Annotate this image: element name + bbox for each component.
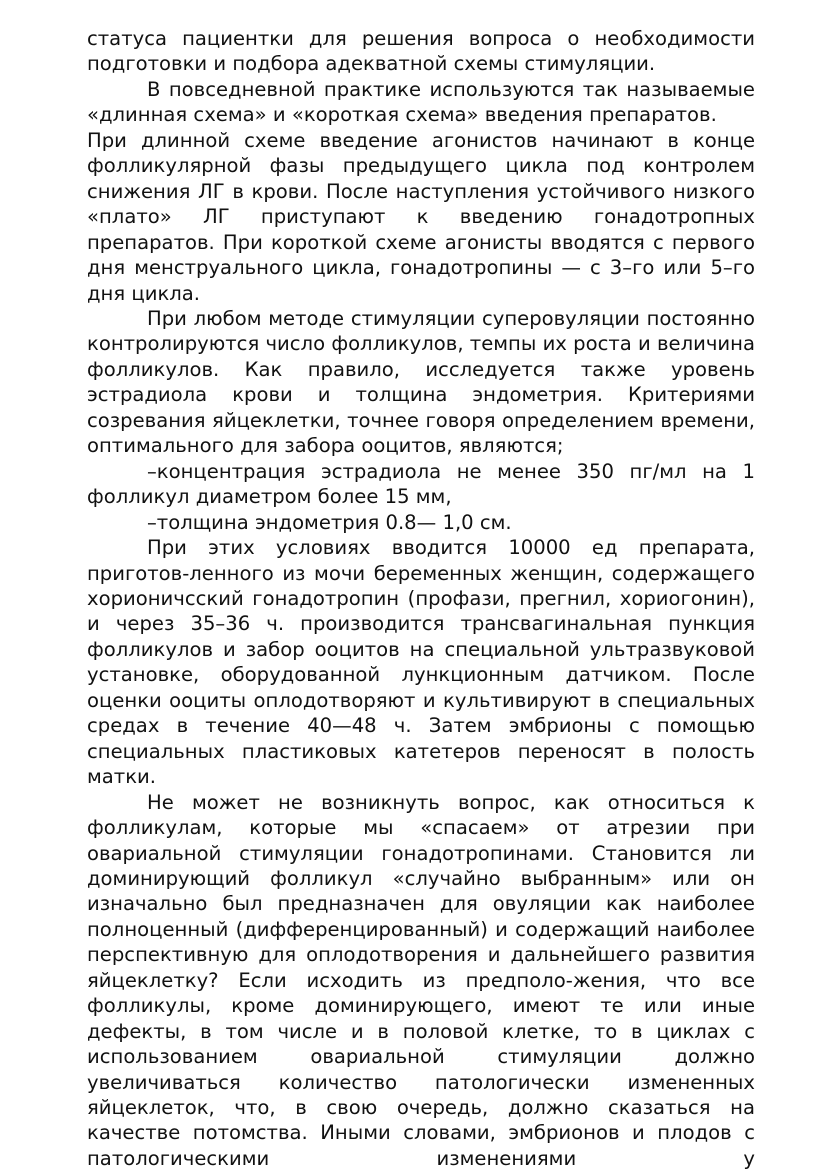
- paragraph-procedure: При этих условиях вводится 10000 ед препарата, приготов-ленного из мочи беременных женщин, содержащего хорионичсский гонадотропин (профази, прегнил, хориогонин), и через 35–36 ч. производится трансвагинальная пункция фолликулов и забор ооцитов на специальной ультразвуковой установке, оборудованной лункционным датчиком. После оценки ооциты оплодотворяют и культивируют в специальных средах в течение 40—48 ч. Затем эмбрионы с помощью специальных пластиковых катетеров переносят в полость матки.: [87, 536, 755, 789]
- paragraph-continuation: статуса пациентки для решения вопроса о необходимости подготовки и подбора адекватной схемы стимуляции.: [87, 27, 755, 76]
- paragraph-schemes-intro: В повседневной практике используются так называемые «длинная схема» и «короткая схема» введения препаратов.: [87, 77, 755, 127]
- document-page: [87, 26, 755, 1171]
- paragraph-monitoring: При любом методе стимуляции суперовуляции постоянно контролируются число фолликулов, темпы их роста и величина фолликулов. Как правило, исследуется также уровень эстрадиола крови и толщина эндометрия. Критериями созревания яйцеклетки, точнее говоря определением времени, оптимального для забора ооцитов, являются;: [87, 306, 755, 458]
- criterion-endometrium: –толщина эндометрия 0.8— 1,0 см.: [147, 510, 512, 534]
- paragraph-long-short-scheme: При длинной схеме введение агонистов начинают в конце фолликулярной фазы предыдущего цикла под контролем снижения ЛГ в крови. После наступления устойчивого низкого «плато» ЛГ приступают к введению гонадотропных препаратов. При короткой схеме агонисты вводятся с первого дня менструального цикла, гонадотропины — с 3–го или 5–го дня цикла.: [87, 128, 755, 305]
- paragraph-question: Не может не возникнуть вопрос, как относиться к фолликулам, которые мы «спасаем» от атрезии при овариальной стимуляции гонадотропинами. Становится ли доминирующий фолликул «случайно выбранным» или он изначально был предназначен для овуляции как наиболее полноценный (дифференцированный) и содержащий наиболее перспективную для оплодотворения и дальнейшего развития яйцеклетку? Если исходить из предполо-жения, что все фолликулы, кроме доминирующего, имеют те или иные дефекты, в том числе и в половой клетке, то в циклах с использованием овариальной стимуляции должно увеличиваться количество патологически измененных яйцеклеток, что, в свою очередь, должно сказаться на качестве потомства. Иными словами, эмбрионов и плодов с патологическими изменениями у: [87, 790, 755, 1170]
- criterion-estradiol: –концентрация эстрадиола не менее 350 пг/мл на 1 фолликул диаметром более 15 мм,: [87, 459, 755, 509]
